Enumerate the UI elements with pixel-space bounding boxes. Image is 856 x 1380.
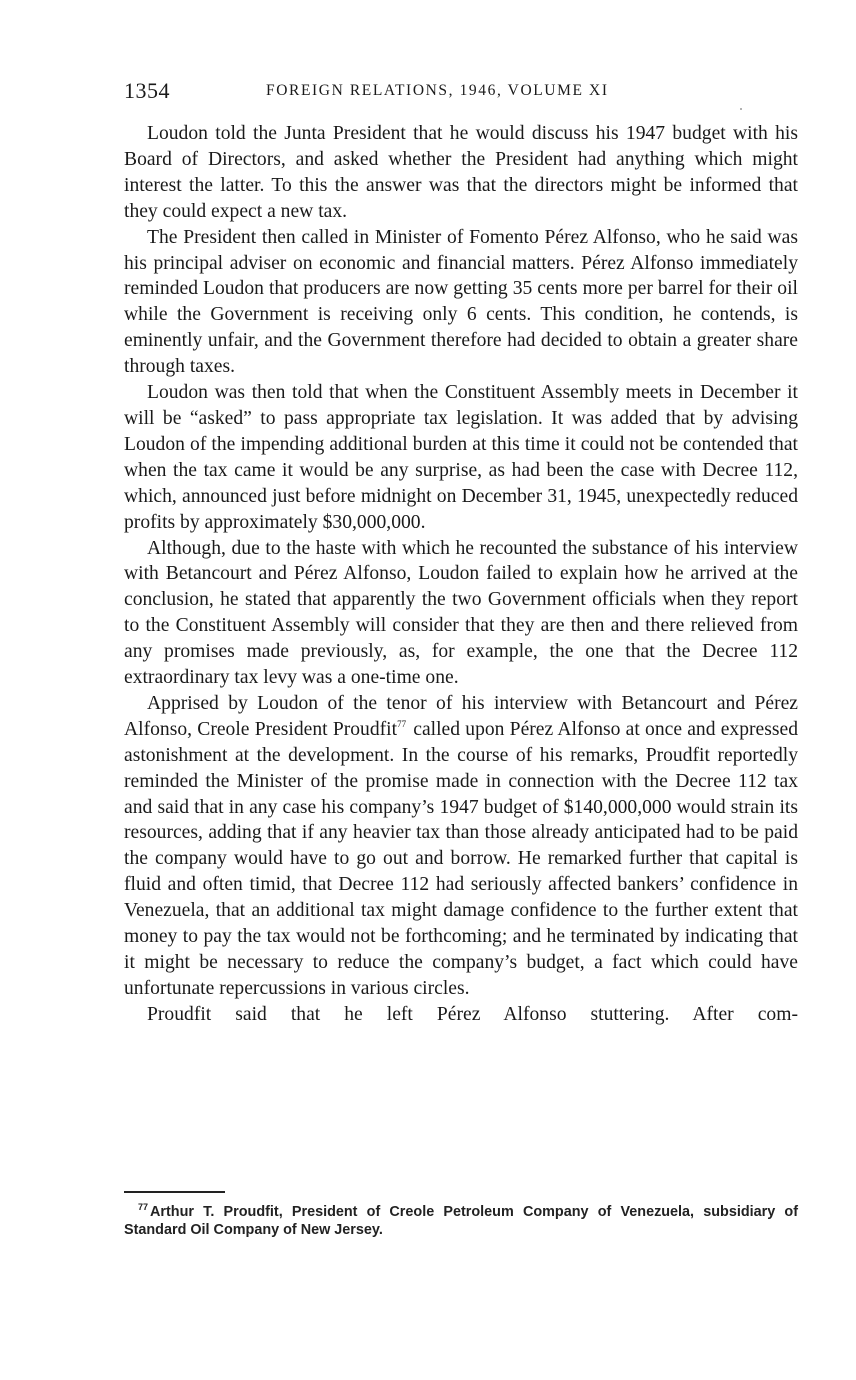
running-head bbox=[124, 78, 800, 108]
paragraph-1: Loudon told the Junta President that he would discuss his 1947 budget with his Board of Directors, and asked whether the President had anything which might interest the latter. To this the answer was that the directors might be informed that they could expect a new tax. bbox=[124, 123, 798, 222]
footnote-text: Arthur T. Proudfit, President of Creole Petroleum Company of Venezuela, subsidiary of Standard Oil Company of New Jersey. bbox=[124, 1204, 798, 1238]
footnote-reference[interactable]: 77 bbox=[397, 719, 407, 730]
footnote bbox=[124, 1203, 798, 1239]
page-number: 1354 bbox=[124, 78, 170, 103]
running-head-title: FOREIGN RELATIONS, 1946, VOLUME XI bbox=[266, 82, 609, 99]
footnote-marker: 77 bbox=[138, 1202, 149, 1213]
paragraph-5 bbox=[124, 691, 798, 1002]
scan-speck bbox=[740, 108, 742, 110]
paragraph-5-lead: Apprised by Loudon of the tenor of his interview with Betancourt and Pérez Alfonso, Creole President Proudfit bbox=[124, 692, 798, 740]
paragraph-6: Proudfit said that he left Pérez Alfonso stuttering. After com- bbox=[147, 1003, 798, 1025]
body-text bbox=[124, 121, 798, 1028]
paragraph-5-rest: called upon Pérez Alfonso at once and expressed astonishment at the development. In the course of his remarks, Proudfit reportedly reminded the Minister of the promise made in connection with the Decree 112 tax and said that in any case his company’s 1947 budget of $140,000,000 would strain its resources, adding that if any heavier tax than those already anticipated had to be paid the company would have to go out and borrow. He remarked further that capital is fluid and often timid, that Decree 112 had seriously affected bankers’ confidence in Venezuela, that an additional tax might damage confidence to the further extent that money to pay the tax would not be forthcoming; and he terminated by indicating that it might be necessary to reduce the company’s budget, a fact which could have unfortunate repercussions in various circles. bbox=[124, 718, 798, 999]
paragraph-2: The President then called in Minister of Fomento Pérez Alfonso, who he said was his principal adviser on economic and financial matters. Pérez Alfonso immediately reminded Loudon that producers are now getting 35 cents more per barrel for their oil while the Government is receiving only 6 cents. This condition, he contends, is eminently unfair, and the Government therefore had decided to obtain a greater share through taxes. bbox=[124, 226, 798, 378]
paragraph-4: Although, due to the haste with which he recounted the substance of his interview with Betancourt and Pérez Alfonso, Loudon failed to explain how he arrived at the conclusion, he stated that apparently the two Government officials when they report to the Constituent Assembly will consider that they are then and there relieved from any promises made previously, as, for example, the one that the Decree 112 extraordinary tax levy was a one-time one. bbox=[124, 537, 798, 689]
paragraph-3: Loudon was then told that when the Constituent Assembly meets in December it will be “asked” to pass appropriate tax legislation. It was added that by advising Loudon of the impending additional burden at this time it could not be contended that when the tax came it would be any surprise, as had been the case with Decree 112, which, announced just before midnight on December 31, 1945, unexpectedly reduced profits by approximately $30,000,000. bbox=[124, 382, 798, 533]
footnote-divider bbox=[124, 1191, 225, 1193]
